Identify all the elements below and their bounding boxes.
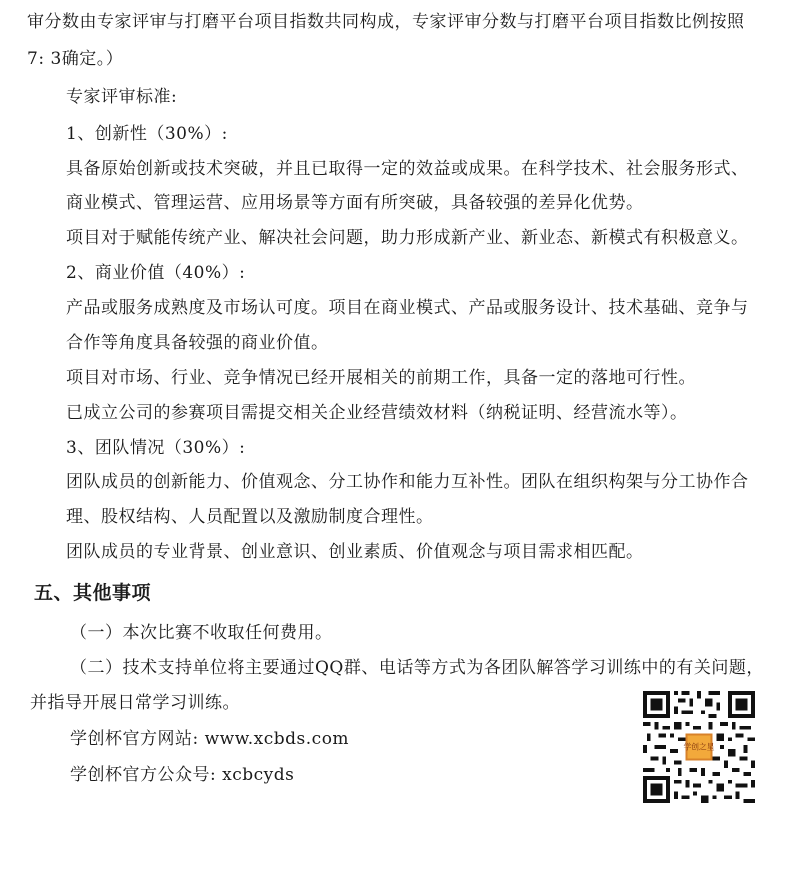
- official-website: 学创杯官方网站: www.xcbds.com: [70, 729, 350, 749]
- intro-line-2: 7: 3确定。）: [27, 49, 124, 69]
- criterion-team-title: 3、团队情况（30%）:: [66, 438, 246, 458]
- criterion-business-line: 产品或服务成熟度及市场认可度。项目在商业模式、产品或服务设计、技术基础、竞争与: [66, 298, 749, 318]
- criterion-innovation-title: 1、创新性（30%）:: [66, 124, 228, 144]
- criterion-innovation-line: 商业模式、管理运营、应用场景等方面有所突破，具备较强的差异化优势。: [66, 193, 644, 213]
- note-fee: （一）本次比赛不收取任何费用。: [70, 623, 333, 643]
- criterion-innovation-line: 项目对于赋能传统产业、解决社会问题，助力形成新产业、新业态、新模式有积极意义。: [66, 228, 749, 248]
- criteria-title: 专家评审标准:: [66, 87, 178, 107]
- section-heading: 五、其他事项: [34, 582, 152, 604]
- qr-code-icon: [643, 691, 755, 803]
- official-wechat: 学创杯官方公众号: xcbcyds: [70, 765, 295, 785]
- criterion-team-line: 团队成员的创新能力、价值观念、分工协作和能力互补性。团队在组织构架与分工协作合: [66, 472, 749, 492]
- intro-line-1: 审分数由专家评审与打磨平台项目指数共同构成，专家评审分数与打磨平台项目指数比例按照: [27, 12, 745, 32]
- criterion-team-line: 理、股权结构、人员配置以及激励制度合理性。: [66, 507, 434, 527]
- criterion-business-line: 项目对市场、行业、竞争情况已经开展相关的前期工作，具备一定的落地可行性。: [66, 368, 696, 388]
- criterion-business-title: 2、商业价值（40%）:: [66, 263, 246, 283]
- qr-logo-text: 学创之星: [683, 742, 715, 752]
- criterion-team-line: 团队成员的专业背景、创业意识、创业素质、价值观念与项目需求相匹配。: [66, 542, 644, 562]
- note-support-line-2: 并指导开展日常学习训练。: [30, 693, 240, 713]
- criterion-innovation-line: 具备原始创新或技术突破，并且已取得一定的效益或成果。在科学技术、社会服务形式、: [66, 159, 749, 179]
- criterion-business-line: 合作等角度具备较强的商业价值。: [66, 333, 329, 353]
- note-support-line-1: （二）技术支持单位将主要通过QQ群、电话等方式为各团队解答学习训练中的有关问题，: [70, 658, 764, 678]
- criterion-business-line: 已成立公司的参赛项目需提交相关企业经营绩效材料（纳税证明、经营流水等）。: [66, 403, 688, 423]
